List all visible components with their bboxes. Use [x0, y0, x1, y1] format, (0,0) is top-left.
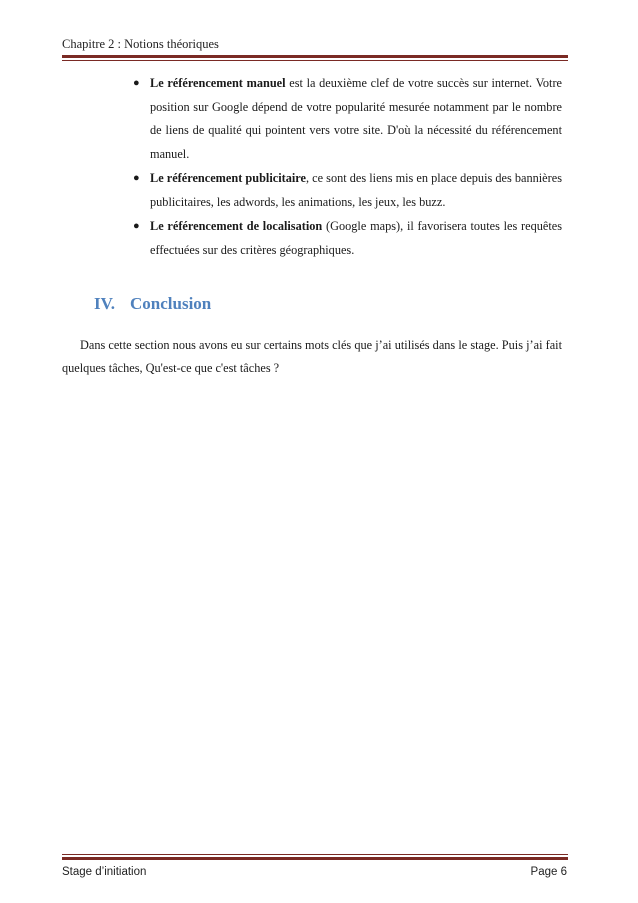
- footer-rule-thick: [62, 857, 568, 860]
- list-item: [133, 215, 563, 262]
- footer-rule-thin: [62, 854, 568, 855]
- page-number: Page 6: [530, 866, 567, 878]
- bullet-term: Le référencement publicitaire: [150, 171, 306, 185]
- section-number: IV.: [94, 294, 115, 313]
- bullet-text: , ce sont des liens mis en place depuis des bannières publicitaires, les adwords, les animations, les jeux, les buzz.: [150, 171, 562, 209]
- chapter-title: Chapitre 2 : Notions théoriques: [62, 37, 219, 51]
- section-heading: [94, 294, 211, 314]
- conclusion-paragraph: Dans cette section nous avons eu sur certains mots clés que j’ai utilisés dans le stage. Puis j’ai fait quelques tâches, Qu'est-ce que c'est tâches ?: [62, 338, 562, 375]
- list-item: [133, 72, 563, 166]
- bullet-term: Le référencement manuel: [150, 76, 286, 90]
- bullet-icon: ●: [133, 220, 140, 232]
- header-rule-thin: [62, 60, 568, 61]
- bullet-icon: ●: [133, 172, 140, 184]
- bullet-text: est la deuxième clef de votre succès sur internet. Votre position sur Google dépend de votre popularité mesurée notamment par le nombre de liens de qualité qui pointent vers votre site. D'où la nécessité du référencement manuel.: [150, 76, 563, 161]
- bullet-term: Le référencement de localisation: [150, 219, 323, 233]
- bullet-text: (Google maps), il favorisera toutes les requêtes effectuées sur des critères géographiques.: [150, 219, 563, 257]
- bullet-list: [133, 72, 563, 262]
- header-rule-thick: [62, 55, 568, 58]
- list-item: [133, 167, 562, 214]
- footer-document-name: Stage d’initiation: [62, 866, 147, 878]
- bullet-icon: ●: [133, 77, 140, 89]
- section-title: Conclusion: [130, 294, 212, 313]
